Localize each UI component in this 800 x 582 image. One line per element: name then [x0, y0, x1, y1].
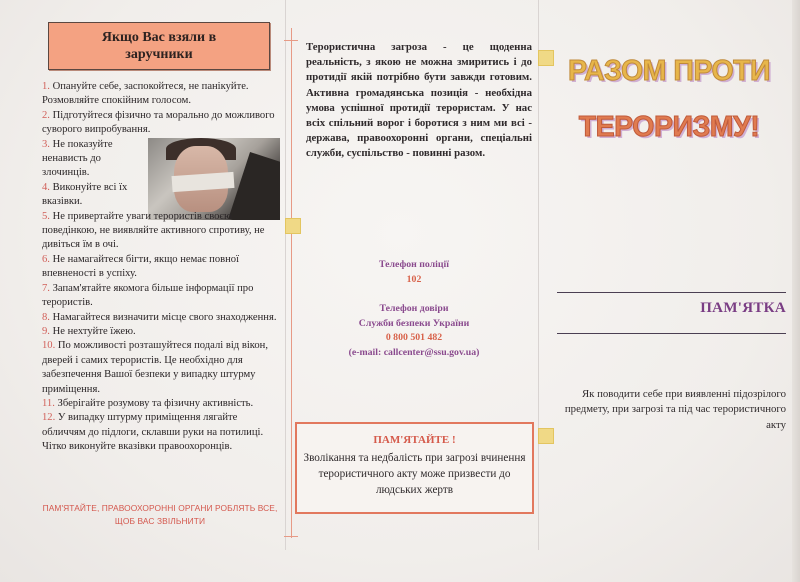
police-number: 102 — [406, 273, 422, 285]
trust-org: Служби безпеки України — [358, 317, 470, 329]
decorative-square — [538, 50, 554, 66]
title-line-1: РАЗОМ ПРОТИ — [567, 55, 771, 87]
page-edge — [792, 0, 800, 582]
warning-title: ПАМ'ЯТАЙТЕ ! — [373, 434, 456, 446]
divider-bottom — [557, 333, 786, 334]
police-label: Телефон поліції — [379, 259, 449, 270]
warning-box — [295, 422, 534, 514]
decorative-red-line — [291, 28, 292, 538]
intro-paragraph: Терористична загроза - це щоденна реальність, з якою не можна змиритись і до протидії якій потрібно бути завжди готовим. Активна громадянська позиція - необхідна умова успішної протидії терористам. У нас всіх спільний ворог і боротися з ним ми всі - держава, правоохоронні органи, спеціальні служби, суспільство - повинні разом. — [306, 41, 532, 160]
memo-description: Як поводити себе при виявленні підозрілого предмету, при загрозі та під час терористичного акту — [564, 388, 786, 431]
brochure-title — [554, 50, 784, 148]
fold-line-right — [538, 0, 539, 550]
decorative-tick — [284, 40, 298, 41]
fold-line-left — [285, 0, 286, 550]
trust-label: Телефон довіри — [379, 303, 449, 314]
tip-item: 6. Не намагайтеся бігти, якщо немає повної впевненості в успіху. — [42, 253, 240, 280]
warning-text: Зволікання та недбалість при загрозі вчинення терористичного акту може призвести до людських жертв — [303, 452, 526, 496]
hostage-footer-note: ПАМ'ЯТАЙТЕ, ПРАВООХОРОННІ ОРГАНИ РОБЛЯТЬ ВСЕ, ЩОБ ВАС ЗВІЛЬНИТИ — [42, 503, 278, 526]
hostage-header-box — [48, 22, 270, 70]
tip-item: 2. Підготуйтеся фізично та морально до можливого суворого випробування. — [42, 109, 275, 136]
memo-heading: ПАМ'ЯТКА — [700, 300, 786, 316]
title-line-2: ТЕРОРИЗМУ! — [578, 111, 760, 143]
contact-block — [296, 258, 532, 360]
tip-item: 8. Намагайтеся визначити місце свого знаходження. — [42, 311, 277, 323]
divider-top — [557, 292, 786, 293]
tip-item: 10. По можливості розташуйтеся подалі від вікон, дверей і самих терористів. Це необхідно для забезпечення Вашої безпеки у випадку штурму приміщення. — [42, 340, 268, 395]
hostage-header: Якщо Вас взяли в заручники — [101, 30, 217, 62]
decorative-square — [285, 218, 301, 234]
trust-email: (e-mail: callcenter@ssu.gov.ua) — [348, 346, 480, 358]
tip-item: 1. Опануйте себе, заспокойтеся, не панікуйте. Розмовляйте спокійним голосом. — [42, 81, 249, 107]
tip-item: 11. Зберігайте розумову та фізичну активність. — [42, 397, 254, 409]
decorative-square — [538, 428, 554, 444]
tip-item: 7. Запам'ятайте якомога більше інформації про терористів. — [42, 282, 254, 309]
hostage-tips-list — [42, 80, 280, 455]
tip-item: 5. Не привертайте уваги терористів своєю поведінкою, не виявляйте активного спротиву, не дивіться їм в очі. — [42, 210, 265, 251]
tip-item: 9. Не нехтуйте їжею. — [42, 325, 136, 337]
tip-item: 12. У випадку штурму приміщення лягайте обличчям до підлоги, склавши руки на потилиці. Чітко виконуйте вказівки правоохоронців. — [42, 412, 264, 453]
tip-item: 3. Не показуйте ненависть до злочинців. — [42, 138, 113, 179]
tip-item: 4. Виконуйте всі їх вказівки. — [42, 181, 128, 208]
decorative-tick — [284, 536, 298, 537]
trust-number: 0 800 501 482 — [385, 332, 443, 343]
